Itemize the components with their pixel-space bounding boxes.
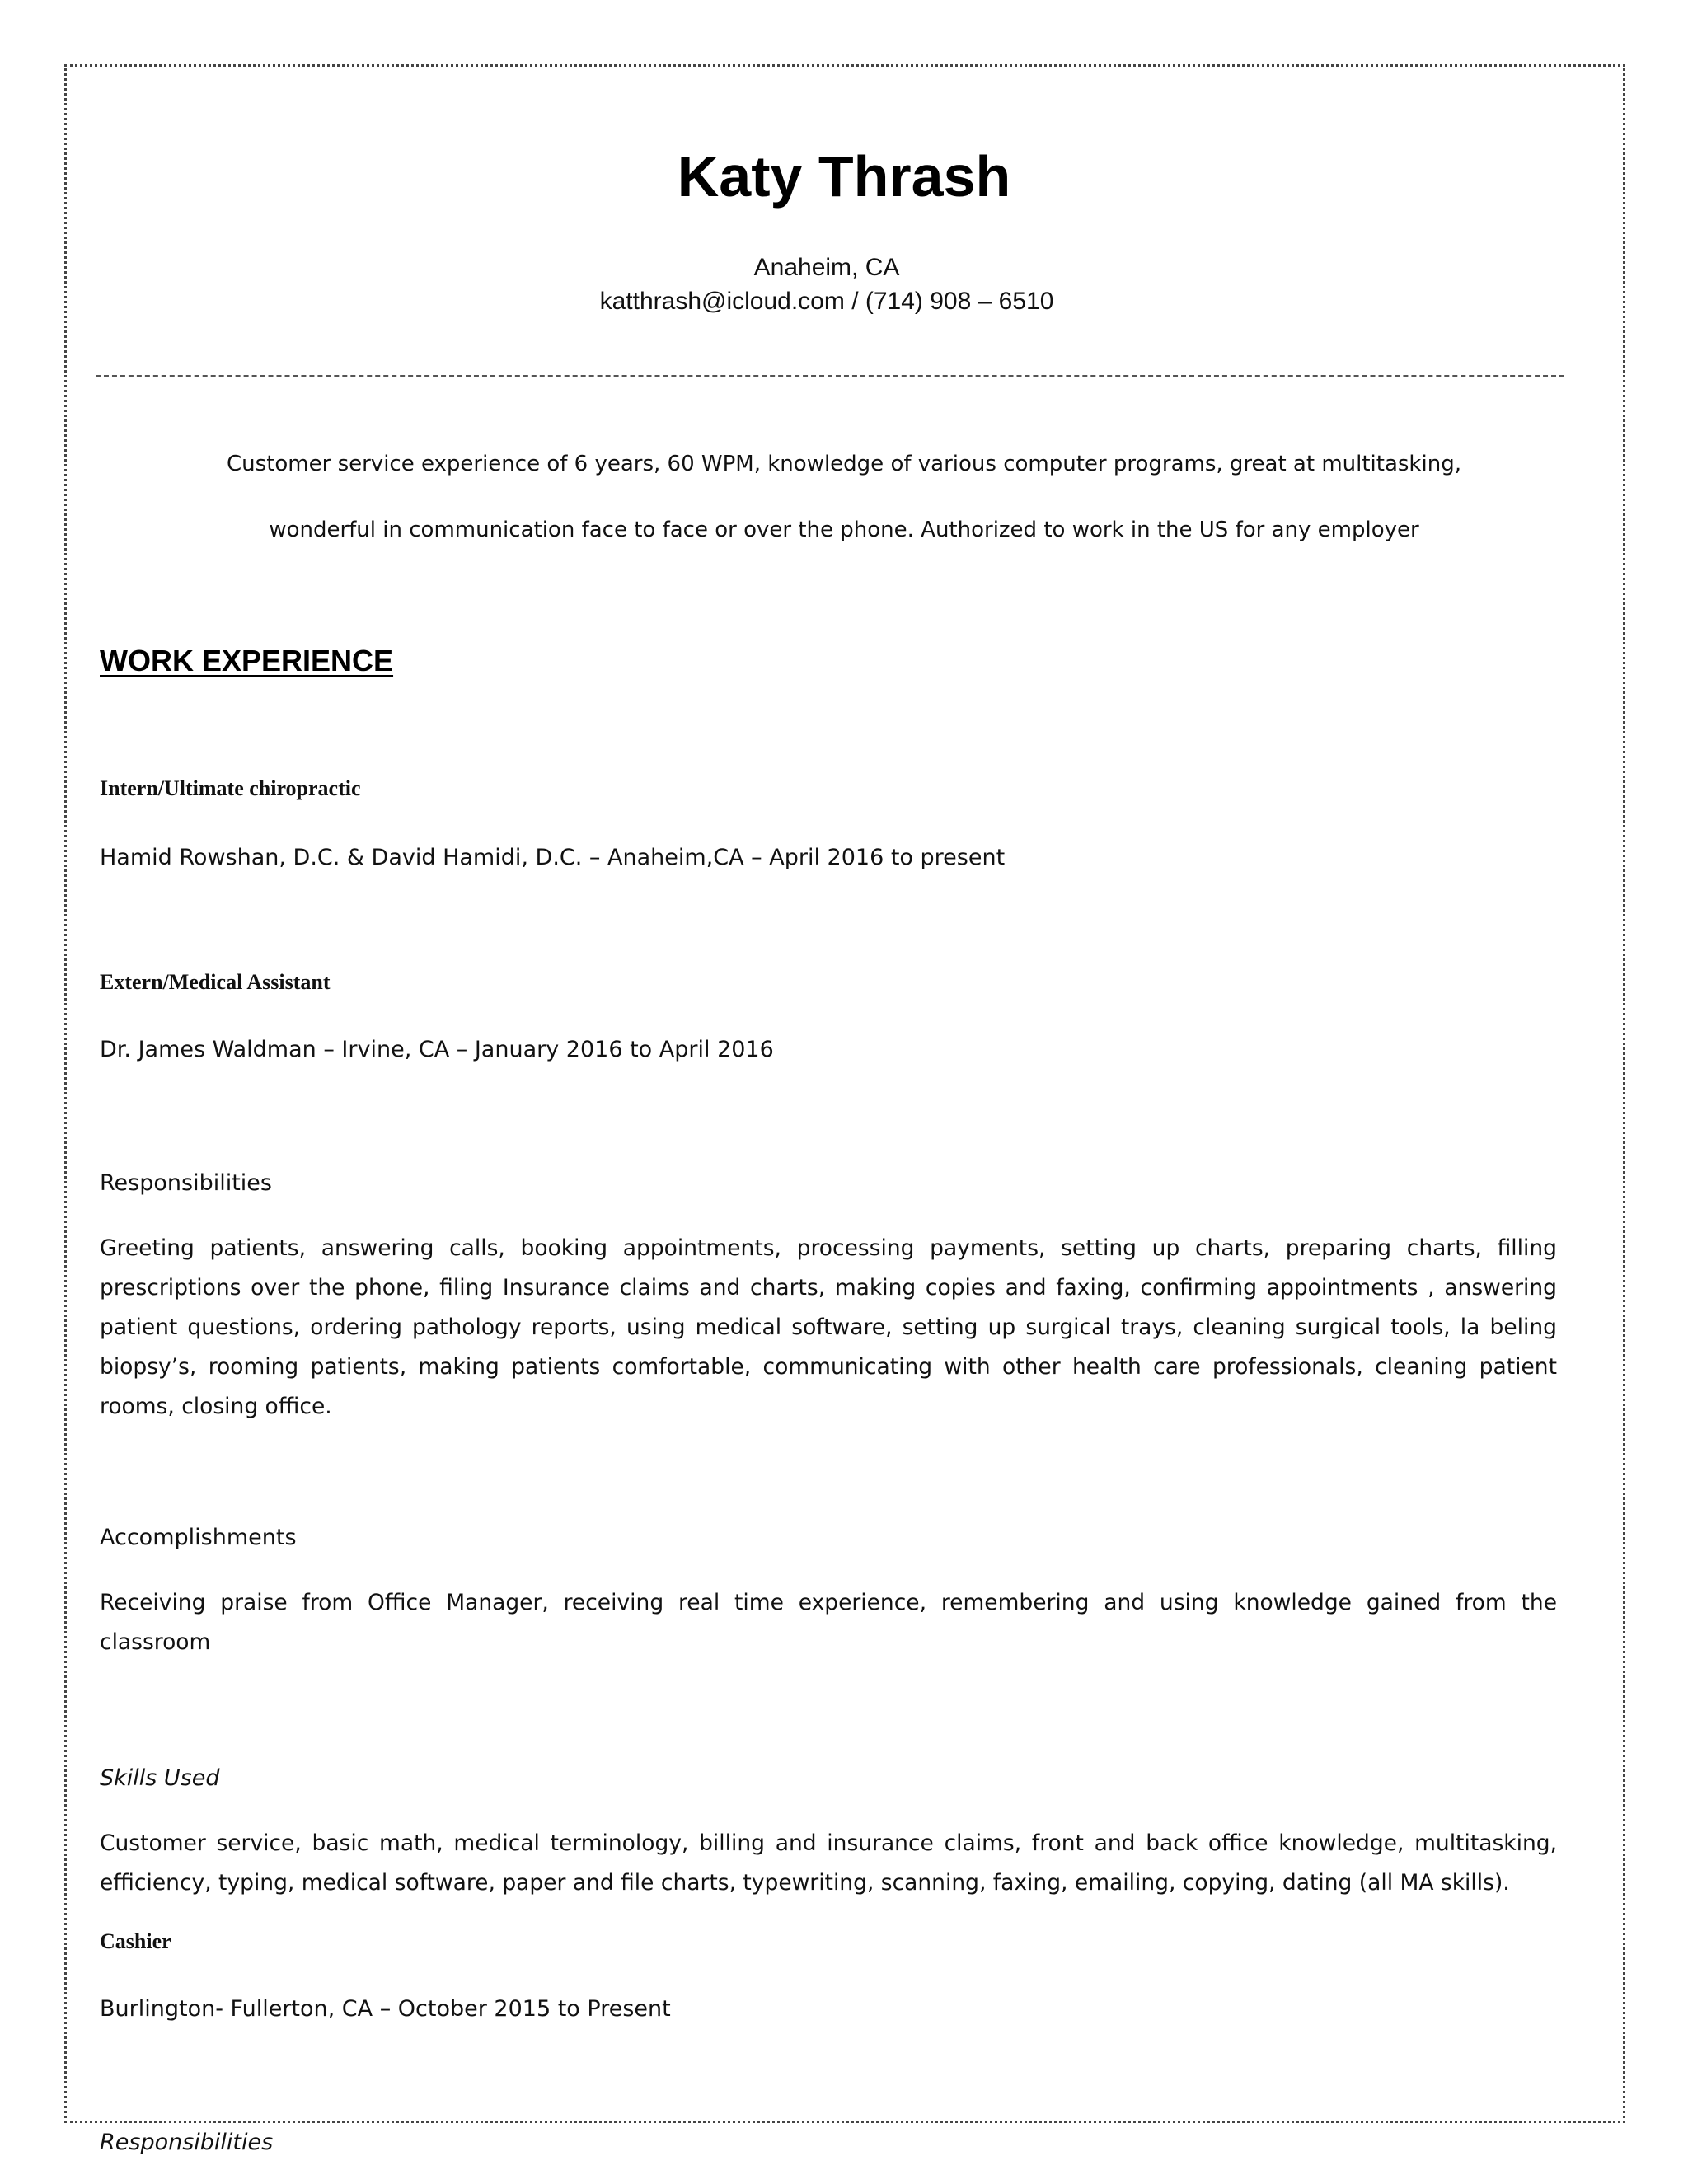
work-experience-heading: WORK EXPERIENCE <box>100 644 394 677</box>
job-title: Extern/Medical Assistant <box>100 970 331 994</box>
job-employer-dates: Burlington- Fullerton, CA – October 2015 to Present <box>100 1996 671 2022</box>
skills-used-text: Customer service, basic math, medical terminology, billing and insurance claims, front and back office knowledge, multitasking, efficiency, typing, medical software, paper and file charts, typewriting, scanning, faxing, emailing, copying, dating (all MA skills). <box>100 1830 1557 1896</box>
job-employer-dates: Dr. James Waldman – Irvine, CA – January 2016 to April 2016 <box>100 1037 774 1062</box>
header-divider <box>96 375 1564 377</box>
page-border <box>64 64 1625 2123</box>
responsibilities-text: Greeting patients, answering calls, booking appointments, processing payments, setting up charts, preparing charts, filling prescriptions over the phone, filing Insurance claims and charts, making copies and faxing, confirming appointments , answering patient questions, ordering pathology reports, using medical software, setting up surgical trays, cleaning surgical tools, la beling biopsy’s, rooming patients, making patients comfortable, communicating with other health care professionals, cleaning patient rooms, closing office. <box>100 1235 1557 1419</box>
summary-line: wonderful in communication face to face or over the phone. Authorized to work in the US for any employer <box>269 518 1419 542</box>
contact-location: Anaheim, CA <box>753 254 900 281</box>
summary-line: Customer service experience of 6 years, 60 WPM, knowledge of various computer programs, great at multitasking, <box>227 452 1461 476</box>
candidate-name: Katy Thrash <box>677 144 1011 209</box>
skills-used-heading: Skills Used <box>100 1765 220 1791</box>
responsibilities-heading: Responsibilities <box>100 2130 274 2155</box>
accomplishments-heading: Accomplishments <box>100 1525 297 1550</box>
accomplishments-text: Receiving praise from Office Manager, receiving real time experience, remembering and using knowledge gained from the classroom <box>100 1590 1557 1655</box>
responsibilities-heading: Responsibilities <box>100 1170 272 1196</box>
contact-email-phone: katthrash@icloud.com / (714) 908 – 6510 <box>599 288 1054 315</box>
job-title: Cashier <box>100 1929 171 1953</box>
job-employer-dates: Hamid Rowshan, D.C. & David Hamidi, D.C. – Anaheim,CA – April 2016 to present <box>100 845 1006 870</box>
job-title: Intern/Ultimate chiropractic <box>100 776 361 800</box>
